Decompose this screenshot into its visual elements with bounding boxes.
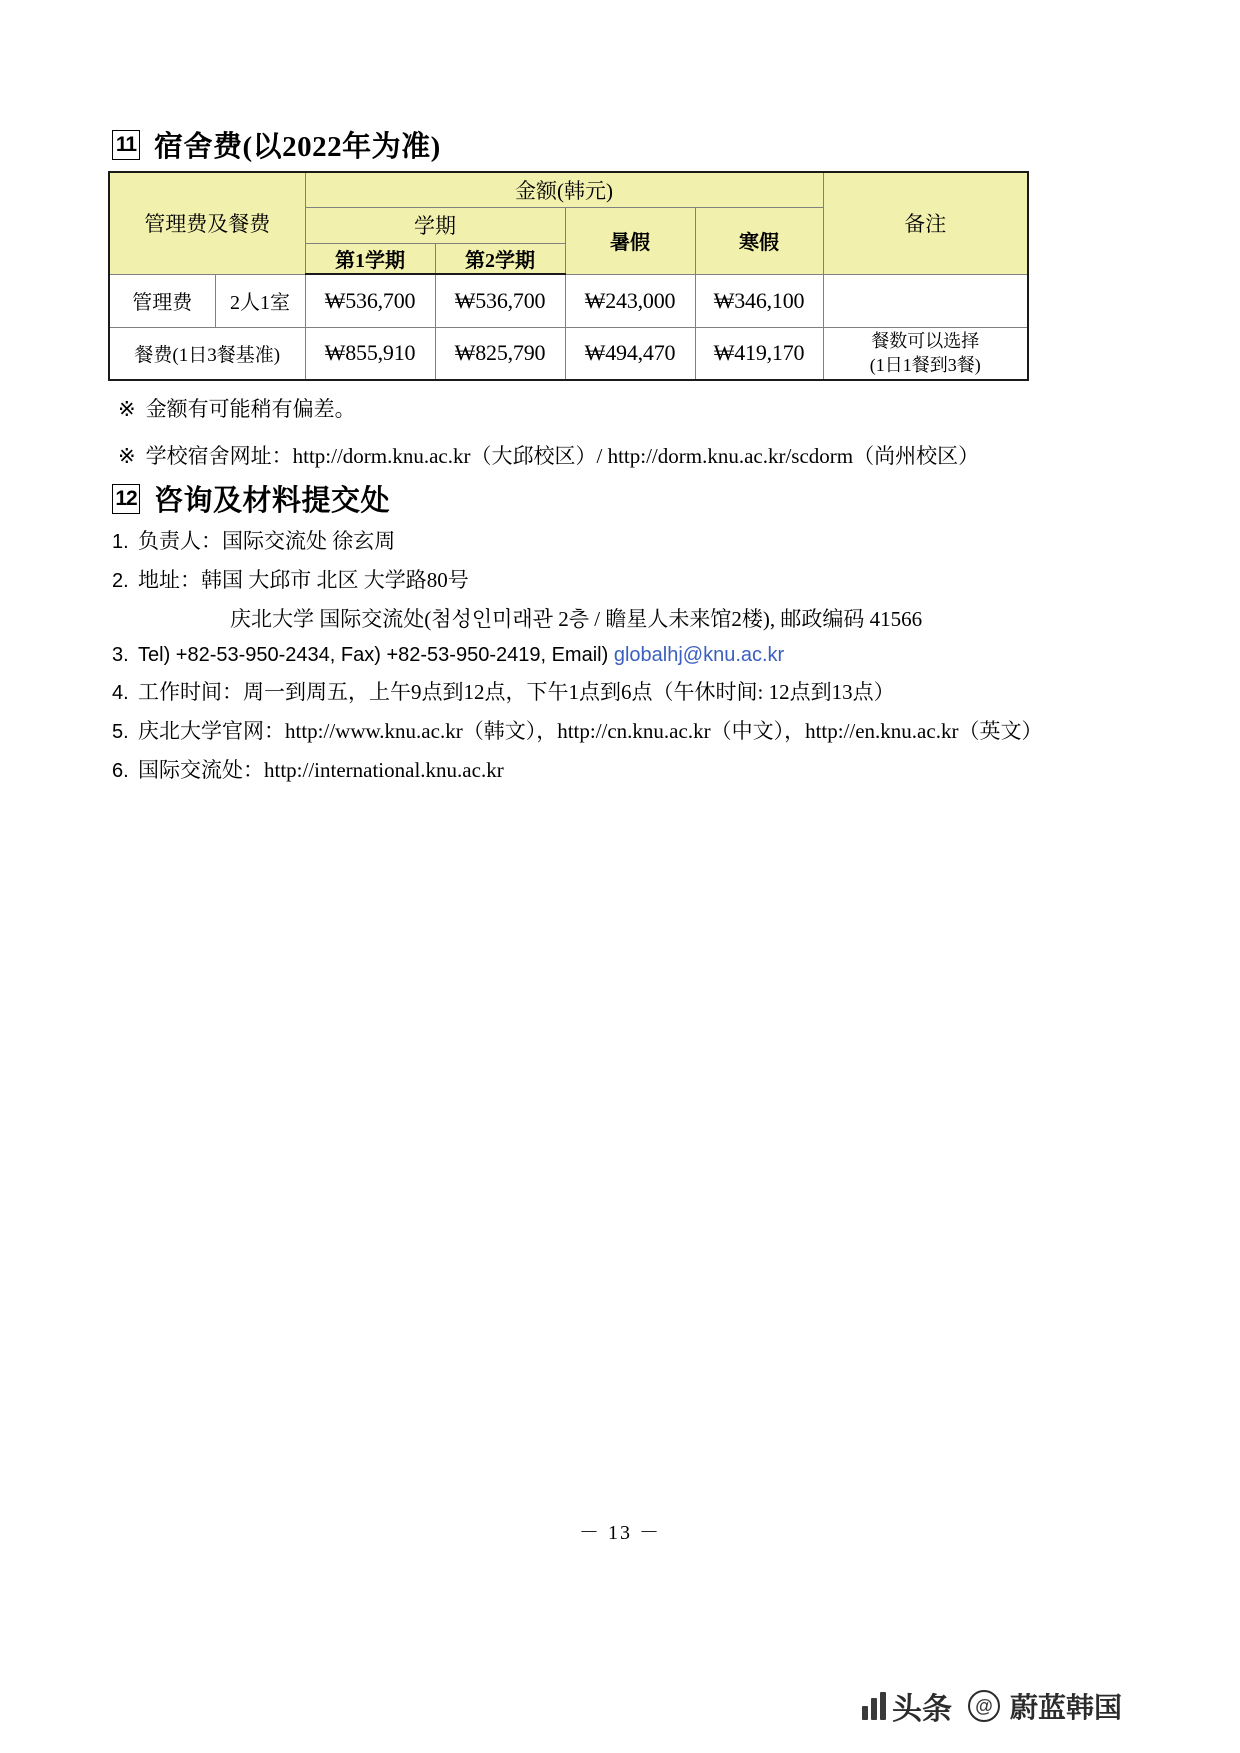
cell-semester-1: ₩855,910 (305, 327, 435, 380)
at-sign-icon: @ (968, 1690, 1000, 1722)
list-item-text: 负责人：国际交流处 徐玄周 (138, 529, 396, 553)
list-item-index: 6. (112, 760, 129, 782)
address-continuation-line: 庆北大学 国际交流处(첨성인미래관 2층 / 瞻星人未来馆2楼), 邮政编码 41566 (230, 607, 923, 631)
cell-summer: ₩243,000 (565, 274, 695, 327)
header-remark: 备注 (823, 172, 1028, 274)
list-item-text (138, 642, 1112, 667)
section-12-title: 咨询及材料提交处 (154, 485, 391, 517)
list-item (112, 715, 1112, 745)
email-link[interactable]: globalhj@knu.ac.kr (613, 644, 785, 666)
section-11-title: 宿舍费(以2022年为准) (154, 131, 441, 163)
header-amount: 金额(韩元) (305, 172, 823, 207)
reference-mark-icon: ※ (118, 397, 136, 421)
list-item-text: 国际交流处：http://international.knu.ac.kr (138, 758, 504, 782)
list-item-index: 5. (112, 721, 129, 743)
list-item (112, 525, 1112, 555)
cell-row-label: 管理费 (109, 274, 215, 327)
cell-winter: ₩419,170 (695, 327, 823, 380)
list-item-text: 工作时间：周一到周五，上午9点到12点，下午1点到6点（午休时间: 12点到13点） (138, 680, 895, 704)
header-semester-group: 学期 (305, 207, 565, 243)
note-text: 学校宿舍网址：http://dorm.knu.ac.kr（大邱校区）/ http://dorm.knu.ac.kr/scdorm（尚州校区） (145, 444, 980, 468)
header-summer: 暑假 (565, 207, 695, 274)
reference-mark-icon: ※ (118, 444, 136, 468)
list-item-text: 庆北大学官网：http://www.knu.ac.kr（韩文），http://cn.knu.ac.kr（中文），http://en.knu.ac.kr（英文） (138, 719, 1043, 743)
header-semester-2: 第2学期 (435, 243, 565, 274)
cell-semester-2: ₩536,700 (435, 274, 565, 327)
note-text: 金额有可能稍有偏差。 (145, 397, 356, 421)
cell-row-label: 餐费(1日3餐基准) (109, 327, 305, 380)
list-item (112, 754, 1112, 784)
phone-fax-text: Tel) +82-53-950-2434, Fax) +82-53-950-2419, Email) (138, 644, 614, 666)
header-winter: 寒假 (695, 207, 823, 274)
cell-summer: ₩494,470 (565, 327, 695, 380)
watermark (862, 1684, 1122, 1728)
list-item-text: 地址：韩国 大邱市 北区 大学路80号 (138, 568, 469, 592)
list-item (112, 676, 1112, 706)
list-item (112, 564, 1112, 594)
cell-semester-1: ₩536,700 (305, 274, 435, 327)
watermark-account: 蔚蓝韩国 (1010, 1692, 1123, 1723)
section-12-heading (112, 478, 390, 519)
table-header-row-1 (109, 172, 1028, 207)
cell-winter: ₩346,100 (695, 274, 823, 327)
contact-list (112, 525, 1112, 793)
section-11-heading (112, 124, 441, 165)
table-row (109, 274, 1028, 327)
page-number: － 13 － (579, 1522, 661, 1544)
toutiao-logo-icon (862, 1684, 952, 1728)
section-12-number: 12 (112, 484, 140, 514)
dormitory-fee-table (108, 171, 1029, 381)
header-semester-1: 第1学期 (305, 243, 435, 274)
toutiao-bars-icon (862, 1692, 886, 1720)
cell-semester-2: ₩825,790 (435, 327, 565, 380)
cell-remark: 餐数可以选择 (1日1餐到3餐) (823, 327, 1028, 380)
list-item (112, 642, 1112, 667)
list-item-index: 1. (112, 531, 129, 553)
cell-remark (823, 274, 1028, 327)
note-amount-variation (118, 393, 356, 423)
cell-room-type: 2人1室 (215, 274, 305, 327)
list-item-index: 2. (112, 570, 129, 592)
table-row (109, 327, 1028, 380)
section-11-number: 11 (112, 130, 140, 160)
watermark-brand: 头条 (892, 1693, 952, 1726)
dormitory-fee-table-wrapper (108, 171, 1027, 381)
list-item-index: 4. (112, 682, 129, 704)
list-item-index: 3. (112, 644, 129, 666)
header-row-label: 管理费及餐费 (109, 172, 305, 274)
note-dorm-website (118, 440, 979, 470)
